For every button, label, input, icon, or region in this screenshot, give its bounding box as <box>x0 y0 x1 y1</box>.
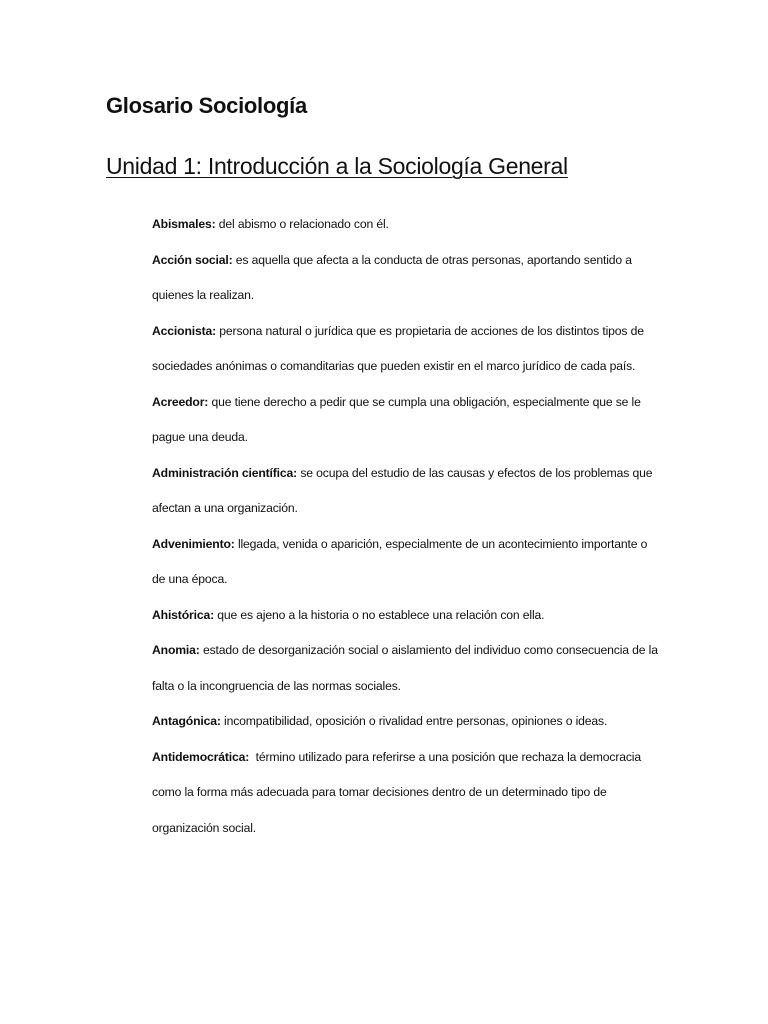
glossary-term: Abismales: <box>152 217 216 231</box>
glossary-term: Accionista: <box>152 323 217 338</box>
glossary-term: Antidemocrática: <box>152 749 250 764</box>
glossary-entry-abismales <box>152 207 662 243</box>
glossary-entry-antagonica <box>152 704 662 740</box>
glossary-entry-ahistorica <box>152 598 662 634</box>
glossary-definition: es aquella que afecta a la conducta de otras personas, aportando sentido a quienes la realizan. <box>152 252 632 302</box>
glossary-entry-accion-social <box>152 243 662 314</box>
glossary-term: Acreedor: <box>152 394 209 409</box>
glossary-definition: del abismo o relacionado con él. <box>215 217 389 231</box>
glossary-term: Acción social: <box>152 252 233 267</box>
glossary-definition: término utilizado para referirse a una posición que rechaza la democracia como la forma más adecuada para tomar decisiones dentro de un determinado tipo de organización social. <box>152 749 645 835</box>
glossary-list <box>152 207 662 846</box>
glossary-entry-antidemocratica <box>152 740 662 847</box>
glossary-term: Ahistórica: <box>152 607 215 622</box>
unit-heading: Unidad 1: Introducción a la Sociología General <box>106 153 568 179</box>
glossary-definition: que tiene derecho a pedir que se cumpla una obligación, especialmente que se le pague una deuda. <box>152 394 641 444</box>
glossary-entry-advenimiento <box>152 527 662 598</box>
glossary-entry-accionista <box>152 314 662 385</box>
glossary-entry-acreedor <box>152 385 662 456</box>
document-title: Glosario Sociología <box>106 93 307 118</box>
glossary-definition: estado de desorganización social o aislamiento del individuo como consecuencia de la falta o la incongruencia de las normas sociales. <box>152 643 658 693</box>
glossary-term: Advenimiento: <box>152 536 235 551</box>
glossary-entry-anomia <box>152 633 662 704</box>
glossary-definition: persona natural o jurídica que es propietaria de acciones de los distintos tipos de sociedades anónimas o comanditarias que pueden existir en el marco jurídico de cada país. <box>152 323 644 373</box>
glossary-term: Administración científica: <box>152 465 298 480</box>
glossary-definition: llegada, venida o aparición, especialmente de un acontecimiento importante o de una época. <box>152 536 648 586</box>
glossary-term: Antagónica: <box>152 714 221 728</box>
glossary-definition: se ocupa del estudio de las causas y efectos de los problemas que afectan a una organización. <box>152 465 653 515</box>
glossary-definition: que es ajeno a la historia o no establece una relación con ella. <box>214 607 545 622</box>
glossary-entry-administracion-cientifica <box>152 456 662 527</box>
glossary-term: Anomia: <box>152 643 200 657</box>
glossary-definition: incompatibilidad, oposición o rivalidad entre personas, opiniones o ideas. <box>220 714 608 728</box>
